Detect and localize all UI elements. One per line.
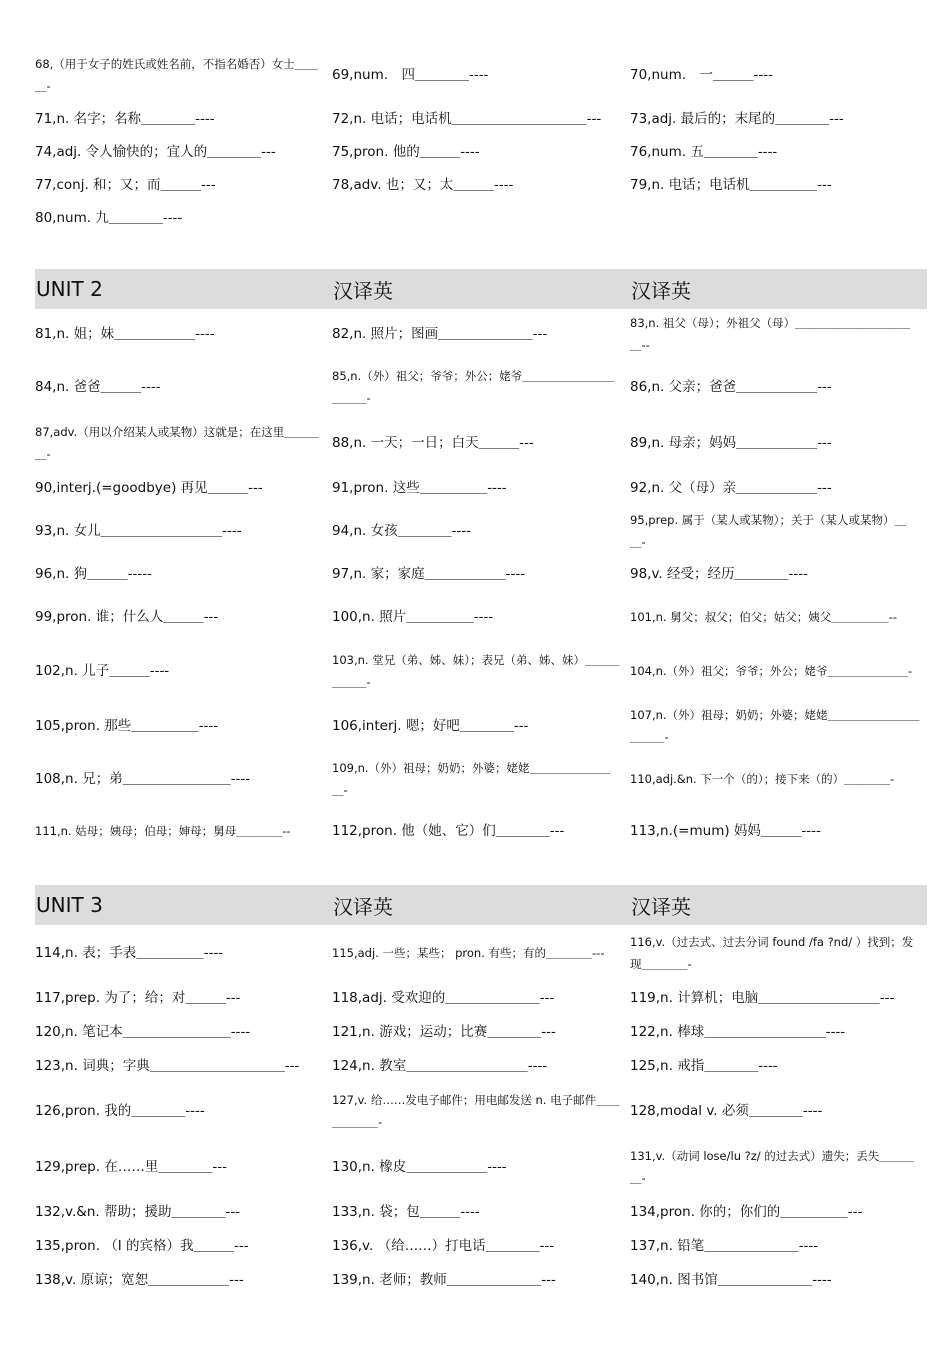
vocab-item-text: 101,n. 舅父；叔父；伯父；姑父；姨父＿＿＿＿＿-- xyxy=(630,610,898,624)
vocab-item xyxy=(630,591,927,643)
vocab-item-text: 92,n. 父（母）亲＿＿＿＿＿＿--- xyxy=(630,480,832,496)
vocab-item-text: 68,（用于女子的姓氏或姓名前，不指名婚否）女士＿＿＿- xyxy=(35,57,318,93)
vocab-item-text: 122,n. 棒球＿＿＿＿＿＿＿＿＿---- xyxy=(630,1024,846,1040)
unit2-header xyxy=(35,269,927,309)
vocab-item-text: 113,n.(=mum) 妈妈＿＿＿---- xyxy=(630,823,821,839)
vocab-item-text: 121,n. 游戏；运动；比赛＿＿＿＿--- xyxy=(332,1024,556,1040)
vocab-item xyxy=(332,168,630,201)
vocab-item-text: 138,v. 原谅；宽恕＿＿＿＿＿＿--- xyxy=(35,1272,244,1288)
vocab-item-text: 128,modal v. 必须＿＿＿＿---- xyxy=(630,1103,823,1119)
vocab-item-text: 99,pron. 谁；什么人＿＿＿--- xyxy=(35,609,219,625)
vocab-item xyxy=(332,557,630,591)
vocab-item xyxy=(630,415,927,471)
vocab-item-text: 88,n. 一天；一日；白天＿＿＿--- xyxy=(332,435,534,451)
vocab-item-text: 73,adj. 最后的；末尾的＿＿＿＿--- xyxy=(630,110,844,127)
vocab-item xyxy=(332,1139,630,1195)
vocab-item-text: 81,n. 姐；妹＿＿＿＿＿＿---- xyxy=(35,326,215,342)
vocab-item xyxy=(35,1015,332,1049)
vocab-item-text: 109,n.（外）祖母；奶奶；外婆；姥姥＿＿＿＿＿＿＿＿- xyxy=(332,761,611,797)
vocab-item-text: 112,pron. 他（她、它）们＿＿＿＿--- xyxy=(332,823,565,839)
vocab-item-text: 134,pron. 你的；你们的＿＿＿＿＿--- xyxy=(630,1204,863,1220)
vocab-item-text: 130,n. 橡皮＿＿＿＿＿＿---- xyxy=(332,1159,507,1175)
vocab-item-text: 124,n. 教室＿＿＿＿＿＿＿＿＿---- xyxy=(332,1058,548,1074)
vocab-item-text: 110,adj.&n. 下一个（的）；接下来（的）＿＿＿＿- xyxy=(630,772,895,786)
vocab-item xyxy=(630,1263,927,1297)
vocab-item-text: 114,n. 表；手表＿＿＿＿＿---- xyxy=(35,945,224,961)
vocab-item xyxy=(332,698,630,753)
vocab-item xyxy=(630,1083,927,1139)
vocab-item-text: 97,n. 家；家庭＿＿＿＿＿＿---- xyxy=(332,566,526,582)
vocab-item xyxy=(35,1195,332,1229)
vocab-item-text: 118,adj. 受欢迎的＿＿＿＿＿＿＿--- xyxy=(332,990,555,1006)
vocab-item-text: 75,pron. 他的＿＿＿---- xyxy=(332,143,480,160)
vocab-item-text: 102,n. 儿子＿＿＿---- xyxy=(35,662,170,679)
vocab-item xyxy=(35,698,332,753)
vocab-item xyxy=(630,471,927,505)
vocab-item-text: 125,n. 戒指＿＿＿＿---- xyxy=(630,1058,778,1074)
vocab-item-text: 120,n. 笔记本＿＿＿＿＿＿＿＿---- xyxy=(35,1024,251,1040)
vocab-item xyxy=(332,643,630,698)
vocab-item-text: 90,interj.(=goodbye) 再见＿＿＿--- xyxy=(35,480,263,496)
vocab-item xyxy=(630,505,927,557)
vocab-item xyxy=(35,753,332,805)
vocab-item-text: 137,n. 铅笔＿＿＿＿＿＿＿---- xyxy=(630,1238,819,1254)
vocab-item xyxy=(630,102,927,135)
vocab-item xyxy=(35,201,332,235)
vocab-item xyxy=(332,135,630,168)
vocab-item-text: 80,num. 九＿＿＿＿---- xyxy=(35,210,183,226)
vocab-item xyxy=(332,805,630,857)
vocab-item xyxy=(332,1263,630,1297)
vocab-item-text: 72,n. 电话；电话机＿＿＿＿＿＿＿＿＿＿--- xyxy=(332,110,602,127)
vocab-item-text: 89,n. 母亲；妈妈＿＿＿＿＿＿--- xyxy=(630,435,832,451)
vocab-item xyxy=(332,1229,630,1263)
vocab-item xyxy=(630,168,927,201)
vocab-item-text: 119,n. 计算机；电脑＿＿＿＿＿＿＿＿＿--- xyxy=(630,990,895,1006)
vocab-item xyxy=(332,505,630,557)
vocab-item-text: 74,adj. 令人愉快的；宜人的＿＿＿＿--- xyxy=(35,143,276,160)
vocab-item-text: 83,n. 祖父（母）；外祖父（母）＿＿＿＿＿＿＿＿＿＿＿-- xyxy=(630,316,911,352)
vocab-item xyxy=(35,1229,332,1263)
vocab-item-text: 96,n. 狗＿＿＿----- xyxy=(35,566,152,582)
vocab-item-text: 85,n.（外）祖父；爷爷；外公；姥爷＿＿＿＿＿＿＿＿＿＿＿- xyxy=(332,369,615,405)
vocab-item xyxy=(35,1139,332,1195)
vocab-item-text: 111,n. 姑母；姨母；伯母；婶母；舅母＿＿＿＿-- xyxy=(35,824,291,838)
vocab-item-text: 123,n. 词典；字典＿＿＿＿＿＿＿＿＿＿--- xyxy=(35,1058,300,1074)
vocab-item-text: 95,prep. 属于（某人或某物）；关于（某人或某物）＿＿- xyxy=(630,513,906,549)
vocab-item xyxy=(630,698,927,753)
unit2-title: UNIT 2 xyxy=(36,277,103,301)
vocab-item-text: 71,n. 名字；名称＿＿＿＿---- xyxy=(35,110,215,127)
vocab-item-text: 139,n. 老师；教师＿＿＿＿＿＿＿--- xyxy=(332,1272,556,1288)
vocab-item xyxy=(630,1139,927,1195)
vocab-item-text: 77,conj. 和；又；而＿＿＿--- xyxy=(35,176,216,193)
vocab-item-text: 136,v. （给……）打电话＿＿＿＿--- xyxy=(332,1238,555,1254)
vocab-item xyxy=(332,981,630,1015)
vocab-item xyxy=(35,591,332,643)
vocab-item-text: 115,adj. 一些；某些； pron. 有些；有的＿＿＿＿--- xyxy=(332,946,605,960)
vocab-item xyxy=(35,643,332,698)
vocab-item-text: 135,pron. （I 的宾格）我＿＿＿--- xyxy=(35,1238,249,1254)
vocab-item-text: 131,v.（动词 lose/lu ?z/ 的过去式）遗失；丢失＿＿＿＿- xyxy=(630,1149,914,1185)
vocab-item xyxy=(332,591,630,643)
vocab-item-text: 100,n. 照片＿＿＿＿＿---- xyxy=(332,609,494,625)
vocab-item-text: 94,n. 女孩＿＿＿＿---- xyxy=(332,523,472,539)
vocab-item xyxy=(35,135,332,168)
vocab-item xyxy=(332,102,630,135)
vocab-item-text: 108,n. 兄；弟＿＿＿＿＿＿＿＿---- xyxy=(35,771,251,787)
vocab-item-text: 129,prep. 在……里＿＿＿＿--- xyxy=(35,1159,227,1175)
vocab-item-text: 107,n.（外）祖母；奶奶；外婆；姥姥＿＿＿＿＿＿＿＿＿＿＿- xyxy=(630,707,920,744)
vocab-item xyxy=(630,1195,927,1229)
vocab-item xyxy=(35,505,332,557)
vocab-item-text: 70,num. 一＿＿＿---- xyxy=(630,67,774,83)
vocab-item xyxy=(35,925,332,981)
vocab-item xyxy=(630,1229,927,1263)
vocab-item-text: 140,n. 图书馆＿＿＿＿＿＿＿---- xyxy=(630,1272,832,1288)
vocab-item-text: 84,n. 爸爸＿＿＿---- xyxy=(35,379,161,395)
vocab-item xyxy=(35,1083,332,1139)
unit3-col3-label: 汉译英 xyxy=(631,894,691,919)
vocab-item xyxy=(332,415,630,471)
vocab-item-text: 105,pron. 那些＿＿＿＿＿---- xyxy=(35,717,219,734)
vocab-item xyxy=(35,805,332,857)
unit3-col2-label: 汉译英 xyxy=(333,894,393,919)
unit3-vocab-grid xyxy=(35,925,927,1297)
vocab-item xyxy=(630,753,927,805)
vocab-item xyxy=(35,1049,332,1083)
vocab-item xyxy=(35,1263,332,1297)
vocab-item xyxy=(630,135,927,168)
worksheet-page xyxy=(35,48,927,1297)
vocab-item xyxy=(332,1015,630,1049)
vocab-item xyxy=(630,981,927,1015)
vocab-item-text: 104,n.（外）祖父；爷爷；外公；姥爷＿＿＿＿＿＿＿- xyxy=(630,663,913,678)
unit2-col2-label: 汉译英 xyxy=(333,278,393,303)
vocab-item xyxy=(630,925,927,981)
vocab-item xyxy=(332,359,630,415)
vocab-item-text: 87,adv.（用以介绍某人或某物）这就是；在这里＿＿＿＿- xyxy=(35,425,319,461)
vocab-item-text: 106,interj. 嗯；好吧＿＿＿＿--- xyxy=(332,717,529,734)
vocab-item xyxy=(332,1083,630,1139)
vocab-item xyxy=(332,48,630,102)
vocab-item-text: 93,n. 女儿＿＿＿＿＿＿＿＿＿---- xyxy=(35,523,242,539)
vocab-item-text: 82,n. 照片；图画＿＿＿＿＿＿＿--- xyxy=(332,326,548,342)
vocab-item-text: 127,v. 给……发电子邮件；用电邮发送 n. 电子邮件＿＿＿＿＿＿- xyxy=(332,1093,620,1129)
vocab-item xyxy=(630,1015,927,1049)
vocab-item xyxy=(35,359,332,415)
vocab-item-text: 103,n. 堂兄（弟、姊、妹）；表兄（弟、姊、妹）＿＿＿＿＿＿- xyxy=(332,652,620,689)
vocab-item xyxy=(630,309,927,359)
vocab-item-text: 79,n. 电话；电话机＿＿＿＿＿--- xyxy=(630,176,832,193)
vocab-item-text: 86,n. 父亲；爸爸＿＿＿＿＿＿--- xyxy=(630,379,832,395)
unit2-vocab-grid xyxy=(35,309,927,857)
vocab-item xyxy=(332,753,630,805)
vocab-item xyxy=(630,359,927,415)
vocab-item xyxy=(35,471,332,505)
unit3-header xyxy=(35,885,927,925)
vocab-item-text: 116,v.（过去式、过去分词 found /fa ?nd/ ）找到；发现＿＿＿＿- xyxy=(630,935,914,971)
vocab-item-text: 91,pron. 这些＿＿＿＿＿---- xyxy=(332,480,507,496)
vocab-item-text: 78,adv. 也；又；太＿＿＿---- xyxy=(332,176,514,193)
vocab-item xyxy=(35,48,332,102)
unit3-title: UNIT 3 xyxy=(36,893,103,917)
vocab-item xyxy=(630,557,927,591)
unit2-col3-label: 汉译英 xyxy=(631,278,691,303)
vocab-item xyxy=(35,102,332,135)
unit1-vocab-grid xyxy=(35,48,927,235)
vocab-item xyxy=(332,925,630,981)
vocab-item xyxy=(332,1049,630,1083)
vocab-item-text: 133,n. 袋；包＿＿＿---- xyxy=(332,1204,480,1220)
vocab-item xyxy=(332,1195,630,1229)
vocab-item xyxy=(35,168,332,201)
vocab-item xyxy=(630,643,927,698)
vocab-item-text: 126,pron. 我的＿＿＿＿---- xyxy=(35,1103,205,1119)
vocab-item-text: 76,num. 五＿＿＿＿---- xyxy=(630,143,778,160)
vocab-item xyxy=(35,981,332,1015)
vocab-item xyxy=(332,309,630,359)
vocab-item xyxy=(630,201,927,235)
vocab-item xyxy=(332,201,630,235)
vocab-item-text: 69,num. 四＿＿＿＿---- xyxy=(332,67,489,83)
vocab-item xyxy=(630,805,927,857)
vocab-item xyxy=(35,309,332,359)
vocab-item xyxy=(35,415,332,471)
vocab-item xyxy=(630,1049,927,1083)
vocab-item-text: 98,v. 经受；经历＿＿＿＿---- xyxy=(630,566,808,582)
vocab-item-text: 117,prep. 为了；给；对＿＿＿--- xyxy=(35,990,241,1006)
vocab-item xyxy=(332,471,630,505)
vocab-item xyxy=(630,48,927,102)
vocab-item-text: 132,v.&n. 帮助；援助＿＿＿＿--- xyxy=(35,1204,241,1220)
vocab-item xyxy=(35,557,332,591)
